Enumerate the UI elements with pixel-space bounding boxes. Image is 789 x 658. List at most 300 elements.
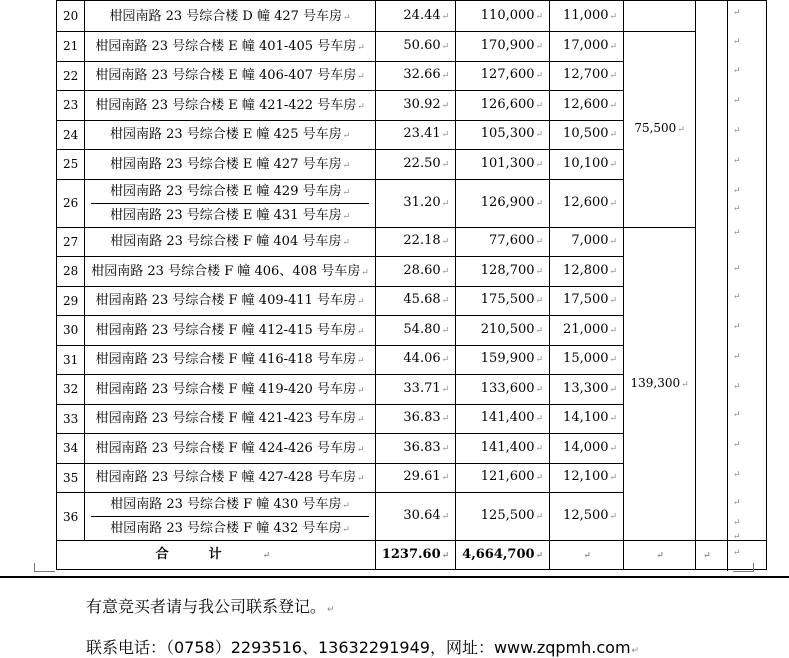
reserve-price-cell [456,227,550,257]
row-number-cell [57,316,85,346]
address-line [91,516,369,540]
address-line [91,5,369,28]
row-number: 28 [63,264,79,279]
area-cell [375,404,455,434]
row-number: 31 [63,352,79,367]
paragraph-mark-icon: ↵ [342,187,351,198]
paragraph-mark-icon: ↵ [609,512,618,522]
paragraph-mark-icon: ↵ [357,72,365,83]
paragraph-mark-icon: ↵ [342,131,351,142]
row-number: 25 [63,157,79,172]
paragraph-mark-icon: ↵ [441,159,450,170]
cell-text: 127,600 [480,67,535,83]
cell-text: 17,000 [563,37,609,53]
reserve-price-cell [456,463,550,493]
paragraph-mark-icon: ↵ [609,414,618,425]
cell-text: 柑园南路 23 号综合楼 F 幢 412-415 号车房 [95,322,356,338]
paragraph-mark-icon: ↵ [342,238,350,249]
paragraph-mark-icon: ↵ [441,550,450,561]
row-number-cell [57,150,85,180]
paragraph-mark-icon: ↵ [356,444,365,455]
row-number: 35 [63,470,79,485]
paragraph-mark-icon: ↵ [441,296,450,307]
cell-text: 28.60 [403,262,441,278]
paragraph-mark-icon: ↵ [441,355,450,366]
area-cell [375,61,455,91]
deposit-cell [550,179,624,227]
area-cell [375,257,455,287]
paragraph-mark-icon: ↵ [733,96,741,106]
total-price-cell [456,541,550,570]
address-cell [85,286,376,316]
reserve-price-cell [456,316,550,346]
paragraph-mark-icon: ↵ [703,550,711,561]
reserve-price-cell [456,1,550,32]
cell-text: 133,600 [480,380,535,396]
row-number: 24 [63,127,79,142]
cell-text: 141,400 [480,410,535,426]
paragraph-mark-icon: ↵ [356,415,365,426]
paragraph-mark-icon: ↵ [535,296,544,307]
reserve-price-cell [456,91,550,121]
cell-text: 12,600 [563,194,609,210]
paragraph-mark-icon: ↵ [733,532,741,542]
paragraph-mark-icon: ↵ [535,198,544,209]
address-cell [85,91,376,121]
paragraph-mark-icon: ↵ [535,130,544,141]
address-line [91,203,369,227]
address-line [91,230,369,253]
paragraph-mark-icon: ↵ [609,325,618,336]
paragraph-mark-icon: ↵ [535,414,544,425]
paragraph-mark-icon: ↵ [441,266,450,277]
cell-text: 柑园南路 23 号综合楼 F 幢 409-411 号车房 [95,293,356,309]
area-cell [375,179,455,227]
paragraph-mark-icon: ↵ [733,66,741,76]
paragraph-mark-icon: ↵ [357,101,365,112]
paragraph-mark-icon: ↵ [441,11,450,22]
cell-text: 柑园南路 23 号综合楼 E 幢 401-405 号车房 [95,38,357,54]
address-cell [85,150,376,180]
paragraph-mark-icon: ↵ [609,41,618,52]
address-line [91,64,369,87]
paragraph-mark-icon: ↵ [343,12,351,23]
cell-text: 柑园南路 23 号综合楼 F 幢 404 号车房 [110,234,342,250]
area-cell [375,375,455,405]
row-number-cell [57,227,85,257]
address-line [91,378,369,401]
reserve-price-cell [456,61,550,91]
cell-text: 4,664,700 [462,546,535,562]
row-number-cell [57,345,85,375]
paragraph-mark-icon: ↵ [609,296,618,307]
paragraph-mark-icon: ↵ [681,379,689,390]
row-number-cell [57,463,85,493]
deposit-cell [550,120,624,150]
row-number: 30 [63,323,79,338]
cell-text: 101,300 [480,155,535,171]
cell-text: 柑园南路 23 号综合楼 E 幢 406-407 号车房 [95,68,357,84]
cell-text: 54.80 [403,321,441,337]
total-deposit-cell [550,541,624,570]
address-cell [85,61,376,91]
cell-text: 12,600 [563,96,609,112]
paragraph-mark-icon: ↵ [356,326,365,337]
row-number: 23 [63,98,79,113]
paragraph-mark-icon: ↵ [356,356,365,367]
paragraph-mark-icon: ↵ [441,198,450,209]
paragraph-mark-icon: ↵ [733,518,741,528]
paragraph-mark-icon: ↵ [609,266,618,277]
deposit-cell [550,375,624,405]
address-line [91,180,369,203]
row-number: 22 [63,68,79,83]
address-cell [85,120,376,150]
cell-text: 170,900 [480,37,535,53]
paragraph-mark-icon: ↵ [441,237,450,248]
deposit-cell [550,150,624,180]
paragraph-mark-icon: ↵ [535,41,544,52]
cell-text: 柑园南路 23 号综合楼 E 幢 425 号车房 [109,127,342,143]
paragraph-mark-icon: ↵ [441,325,450,336]
cell-text: 22.18 [403,233,441,249]
table-row [57,32,767,62]
cell-text: 128,700 [480,262,535,278]
row-number: 26 [63,196,79,210]
row-number-cell [57,91,85,121]
cell-text: 合计 [155,546,262,562]
area-cell [375,316,455,346]
cell-text: 12,700 [563,67,609,83]
paragraph-mark-icon: ↵ [441,384,450,395]
cell-text: 14,100 [563,410,609,426]
paragraph-mark-icon: ↵ [733,498,741,508]
reserve-price-cell [456,179,550,227]
address-cell [85,1,376,32]
deposit-cell [550,463,624,493]
cell-text: 柑园南路 23 号综合楼 E 幢 431 号车房 [109,207,342,223]
paragraph-mark-icon: ↵ [356,385,365,396]
reserve-price-cell [456,375,550,405]
total-blank-cell [696,541,767,570]
registration-note-text: 有意竞买者请与我公司联系登记。 [86,597,327,616]
paragraph-mark-icon: ↵ [342,211,351,222]
cell-text: 柑园南路 23 号综合楼 F 幢 424-426 号车房 [95,440,356,456]
paragraph-mark-icon: ↵ [441,414,450,425]
deposit-cell [550,434,624,464]
paragraph-mark-icon: ↵ [535,11,544,22]
row-number-cell [57,434,85,464]
cell-text: 12,500 [563,508,609,523]
cell-text: 29.61 [403,469,441,485]
cell-text: 12,800 [563,262,609,278]
cell-text: 柑园南路 23 号综合楼 F 幢 406、408 号车房 [91,263,361,279]
paragraph-mark-icon: ↵ [733,410,741,420]
row-number-cell [57,179,85,227]
page-break-divider [0,576,789,578]
cell-text: 13,300 [563,380,609,396]
paragraph-mark-icon: ↵ [535,100,544,111]
address-cell [85,257,376,287]
group-subtotal-cell [624,227,696,541]
reserve-price-cell [456,345,550,375]
paragraph-mark-icon: ↵ [535,384,544,395]
group-subtotal-cell [624,1,696,32]
paragraph-mark-icon: ↵ [733,37,741,47]
paragraph-mark-icon: ↵ [583,551,591,561]
area-cell [375,493,455,541]
paragraph-mark-icon: ↵ [535,266,544,277]
paragraph-mark-icon: ↵ [356,297,365,308]
address-line [91,493,369,516]
deposit-cell [550,316,624,346]
cell-text: 柑园南路 23 号综合楼 F 幢 421-423 号车房 [95,411,356,427]
paragraph-mark-icon: ↵ [361,267,369,278]
margin-corner-mark [34,563,55,572]
paragraph-mark-icon: ↵ [535,512,544,522]
area-cell [375,345,455,375]
paragraph-mark-icon: ↵ [733,440,741,450]
cell-text: 36.83 [403,410,441,426]
cell-text: 14,000 [563,439,609,455]
paragraph-mark-icon: ↵ [441,443,450,454]
cell-text: 22.50 [403,155,441,171]
deposit-cell [550,345,624,375]
paragraph-mark-icon: ↵ [262,550,311,561]
area-cell [375,227,455,257]
cell-text: 柑园南路 23 号综合楼 F 幢 427-428 号车房 [95,470,356,486]
total-label-cell [57,541,376,570]
reserve-price-cell [456,493,550,541]
deposit-cell [550,91,624,121]
cell-text: 柑园南路 23 号综合楼 F 幢 416-418 号车房 [95,352,356,368]
paragraph-mark-icon: ↵ [342,525,350,535]
cell-text: 柑园南路 23 号综合楼 F 幢 419-420 号车房 [95,381,356,397]
paragraph-mark-icon: ↵ [733,186,741,196]
address-cell [85,32,376,62]
garage-listing-table [56,0,767,570]
cell-text: 24.44 [403,7,441,23]
paragraph-mark-icon: ↵ [733,126,741,136]
area-cell [375,434,455,464]
cell-text: 柑园南路 23 号综合楼 D 幢 427 号车房 [109,8,343,24]
contact-info-text: 联系电话：（0758）2293516、13632291949，网址：www.zqpmh.com [86,638,631,657]
address-line [91,35,369,58]
paragraph-mark-icon: ↵ [327,605,335,615]
address-cell [85,316,376,346]
cell-text: 15,000 [563,351,609,367]
cell-text: 10,100 [563,155,609,171]
cell-text: 柑园南路 23 号综合楼 E 幢 429 号车房 [109,183,342,199]
paragraph-mark-icon: ↵ [733,548,741,558]
cell-text: 30.92 [403,96,441,112]
paragraph-mark-icon: ↵ [609,198,618,209]
paragraph-mark-icon: ↵ [609,443,618,454]
contact-info [86,635,639,658]
table-row [57,1,767,32]
row-number-cell [57,120,85,150]
paragraph-mark-icon: ↵ [609,11,618,22]
row-number: 21 [63,39,79,54]
cell-text: 柑园南路 23 号综合楼 E 幢 427 号车房 [109,156,342,172]
registration-note [86,594,335,617]
area-cell [375,32,455,62]
paragraph-mark-icon: ↵ [733,322,741,332]
deposit-cell [550,404,624,434]
area-cell [375,91,455,121]
cell-text: 36.83 [403,439,441,455]
cell-text: 126,600 [480,96,535,112]
cell-text: 125,500 [480,508,535,523]
area-cell [375,1,455,32]
address-line [91,153,369,176]
paragraph-mark-icon: ↵ [535,355,544,366]
group-subtotal-cell [624,32,696,228]
cell-text: 11,000 [563,7,609,23]
row-number: 32 [63,382,79,397]
deposit-cell [550,227,624,257]
row-number: 36 [63,509,79,524]
address-line [91,319,369,342]
row-number-cell [57,61,85,91]
row-number: 27 [63,234,79,249]
paragraph-mark-icon: ↵ [441,512,450,522]
area-cell [375,120,455,150]
cell-text: 105,300 [480,126,535,142]
total-group-cell [624,541,696,570]
paragraph-mark-icon: ↵ [342,160,351,171]
paragraph-mark-icon: ↵ [609,130,618,141]
address-line [91,348,369,371]
paragraph-mark-icon: ↵ [441,130,450,141]
cell-text: 1237.60 [381,546,441,562]
reserve-price-cell [456,434,550,464]
paragraph-mark-icon: ↵ [535,237,544,248]
address-line [91,289,369,312]
deposit-cell [550,1,624,32]
paragraph-mark-icon: ↵ [535,159,544,170]
address-line [91,123,369,146]
cell-text: 77,600 [489,233,535,249]
paragraph-mark-icon: ↵ [631,646,640,656]
address-cell [85,493,376,541]
paragraph-mark-icon: ↵ [733,156,741,166]
cell-text: 31.20 [403,194,441,210]
paragraph-mark-icon: ↵ [356,474,365,485]
deposit-cell [550,493,624,541]
address-cell [85,179,376,227]
paragraph-mark-icon: ↵ [656,551,664,561]
paragraph-mark-icon: ↵ [609,100,618,111]
paragraph-mark-icon: ↵ [535,325,544,336]
paragraph-mark-icon: ↵ [609,355,618,366]
paragraph-mark-icon: ↵ [609,237,618,248]
address-cell [85,227,376,257]
paragraph-mark-icon: ↵ [677,125,685,136]
cell-text: 45.68 [403,292,441,308]
paragraph-mark-icon: ↵ [535,71,544,82]
deposit-cell [550,32,624,62]
paragraph-mark-icon: ↵ [733,8,741,18]
blank-cell [696,1,767,541]
cell-text: 110,000 [480,7,535,23]
paragraph-mark-icon: ↵ [441,100,450,111]
paragraph-mark-icon: ↵ [609,473,618,484]
reserve-price-cell [456,150,550,180]
margin-corner-mark [733,563,754,572]
paragraph-mark-icon: ↵ [357,42,365,53]
cell-text: 159,900 [480,351,535,367]
reserve-price-cell [456,286,550,316]
address-line [91,94,369,117]
row-number-cell [57,286,85,316]
cell-text: 柑园南路 23 号综合楼 E 幢 421-422 号车房 [95,97,357,113]
address-line [91,407,369,430]
paragraph-mark-icon: ↵ [733,382,741,392]
paragraph-mark-icon: ↵ [609,71,618,82]
paragraph-mark-icon: ↵ [733,470,741,480]
row-number-cell [57,32,85,62]
table-row [57,227,767,257]
paragraph-mark-icon: ↵ [342,501,350,511]
cell-text: 139,300 [630,375,681,390]
cell-text: 柑园南路 23 号综合楼 F 幢 430 号车房 [110,497,342,512]
row-number-cell [57,257,85,287]
address-line [91,260,369,283]
paragraph-mark-icon: ↵ [733,264,741,274]
reserve-price-cell [456,32,550,62]
paragraph-mark-icon: ↵ [441,41,450,52]
row-number-cell [57,375,85,405]
total-area-cell [375,541,455,570]
cell-text: 30.64 [403,508,441,523]
cell-text: 10,500 [563,126,609,142]
cell-text: 17,500 [563,292,609,308]
cell-text: 50.60 [403,37,441,53]
deposit-cell [550,257,624,287]
paragraph-mark-icon: ↵ [609,384,618,395]
row-number: 34 [63,441,79,456]
address-line [91,437,369,460]
paragraph-mark-icon: ↵ [441,71,450,82]
cell-text: 12,100 [563,469,609,485]
row-number-cell [57,1,85,32]
cell-text: 75,500 [634,121,677,136]
row-number: 33 [63,411,79,426]
deposit-cell [550,61,624,91]
row-number: 29 [63,293,79,308]
row-number-cell [57,404,85,434]
cell-text: 21,000 [563,321,609,337]
reserve-price-cell [456,404,550,434]
address-cell [85,404,376,434]
address-line [91,466,369,489]
paragraph-mark-icon: ↵ [535,550,544,561]
paragraph-mark-icon: ↵ [733,292,741,302]
paragraph-mark-icon: ↵ [441,473,450,484]
paragraph-mark-icon: ↵ [733,204,741,214]
row-number: 20 [63,9,79,23]
row-number-cell [57,493,85,541]
area-cell [375,286,455,316]
cell-text: 32.66 [403,67,441,83]
address-cell [85,463,376,493]
address-cell [85,345,376,375]
area-cell [375,463,455,493]
cell-text: 44.06 [403,351,441,367]
reserve-price-cell [456,120,550,150]
reserve-price-cell [456,257,550,287]
